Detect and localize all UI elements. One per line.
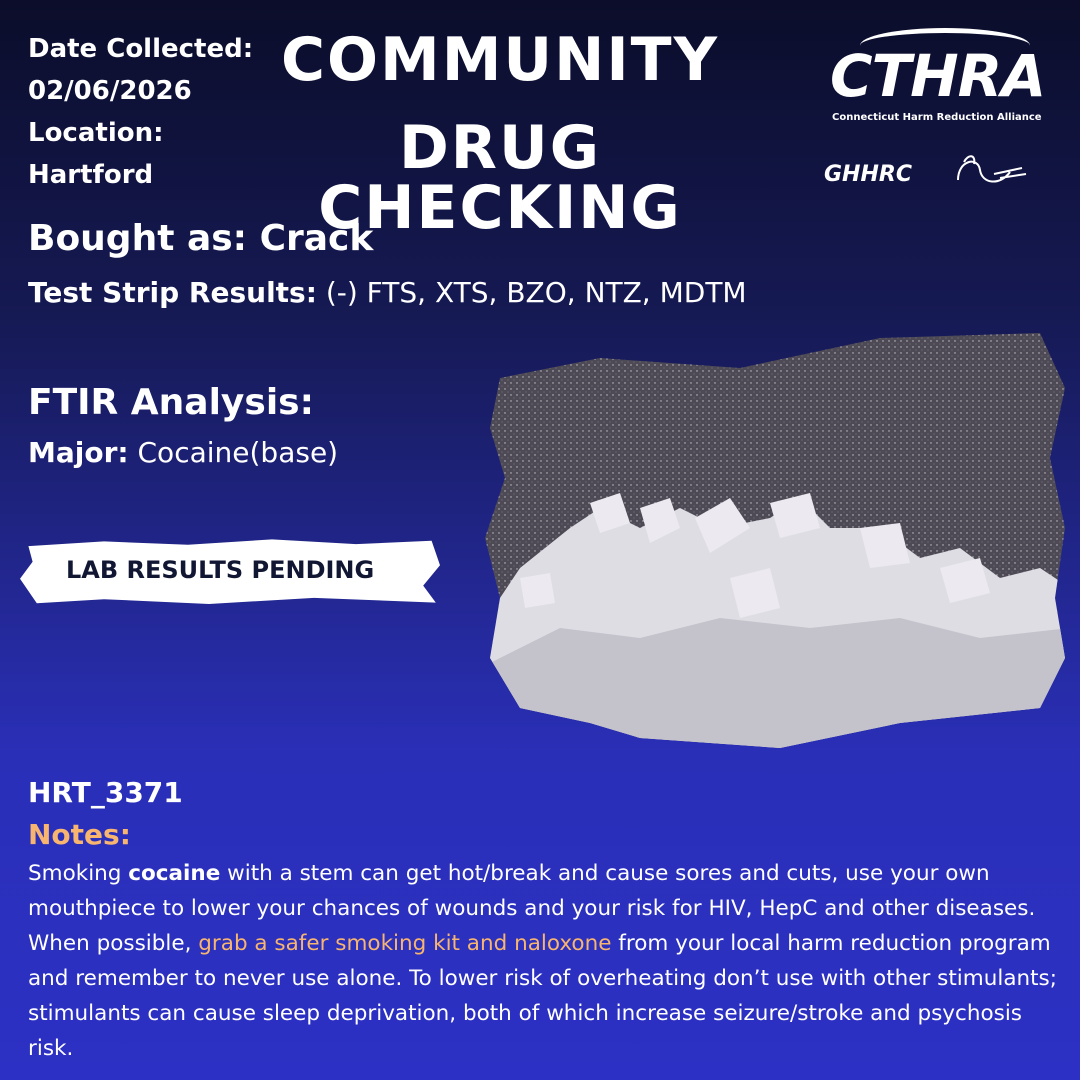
swan-logo-icon bbox=[950, 150, 1030, 194]
location-value: Hartford bbox=[28, 160, 154, 190]
lab-status-badge bbox=[20, 528, 440, 612]
ftir-major bbox=[28, 436, 338, 469]
sample-code: HRT_3371 bbox=[28, 776, 183, 809]
notes-part3: from your local harm reduction program and remember to never use alone. To lower risk of overheating don’t use with other stimulants; stimulants can cause sleep deprivation, both of which increase seizure/stroke and psychosis risk. bbox=[28, 931, 1057, 1061]
cthra-full-name: Connecticut Harm Reduction Alliance bbox=[832, 112, 1042, 123]
notes-heading: Notes: bbox=[28, 818, 131, 851]
major-label: Major: bbox=[28, 436, 129, 469]
cthra-logo: CTHRA bbox=[830, 42, 1046, 110]
notes-body bbox=[28, 856, 1058, 1066]
test-strip-results bbox=[28, 276, 747, 309]
lab-status-text: LAB RESULTS PENDING bbox=[66, 556, 375, 584]
bought-as: Bought as: Crack bbox=[28, 218, 374, 259]
page-title-line2: DRUG CHECKING bbox=[318, 113, 682, 243]
location-label: Location: bbox=[28, 118, 164, 148]
ghhrc-logo: GHHRC bbox=[824, 162, 912, 187]
page-title-line1: COMMUNITY bbox=[280, 25, 720, 95]
partner-logos bbox=[820, 22, 1050, 212]
notes-part2: with a stem can get hot/break and cause sores and cuts, use your own mouthpiece to lower your chances of wounds and your risk for HIV, HepC and other diseases. When possible, bbox=[28, 861, 1036, 956]
notes-highlight: grab a safer smoking kit and naloxone bbox=[198, 931, 612, 956]
major-value: Cocaine(base) bbox=[128, 436, 339, 469]
ftir-heading: FTIR Analysis: bbox=[28, 382, 314, 423]
test-strip-value: (-) FTS, XTS, BZO, NTZ, MDTM bbox=[316, 276, 747, 309]
sample-photo bbox=[480, 328, 1070, 748]
notes-part1: Smoking bbox=[28, 861, 129, 886]
date-value: 02/06/2026 bbox=[28, 76, 192, 106]
notes-bold-word: cocaine bbox=[128, 861, 221, 886]
test-strip-label: Test Strip Results: bbox=[28, 276, 317, 309]
date-label: Date Collected: bbox=[28, 34, 254, 64]
